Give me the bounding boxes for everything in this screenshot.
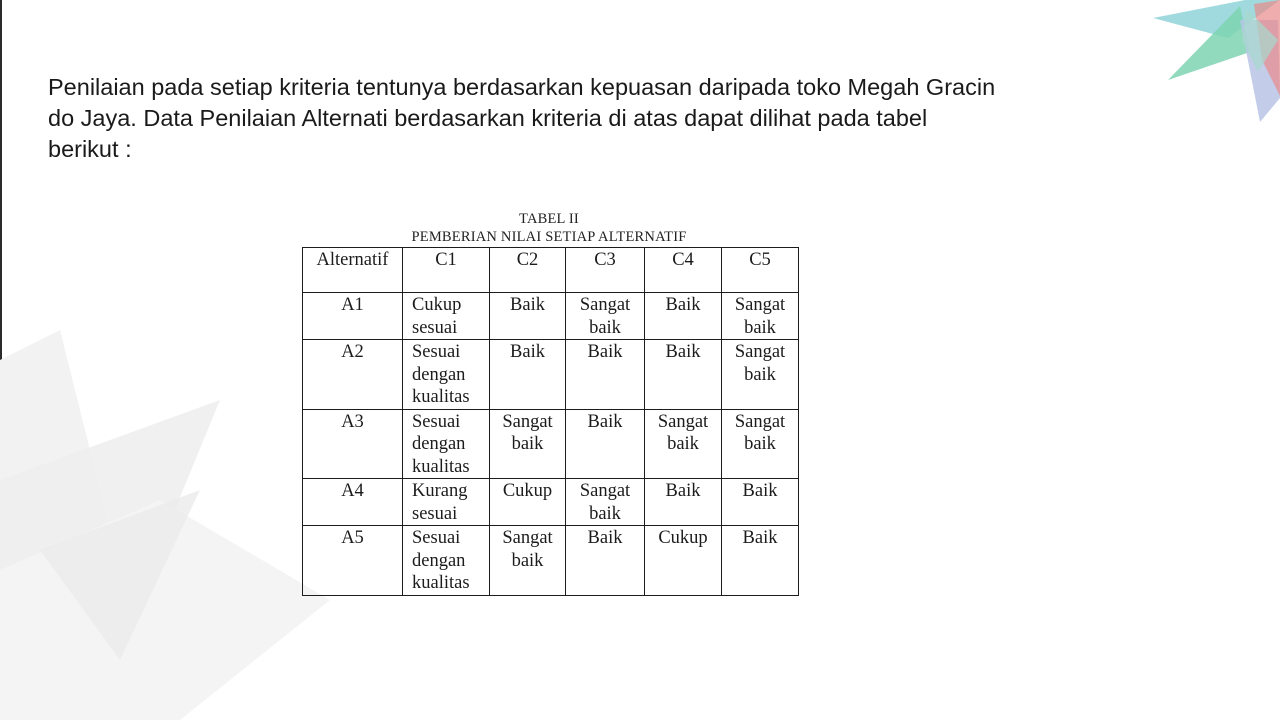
cell-text: Baik — [665, 342, 701, 362]
cell-c1 — [403, 293, 490, 340]
cell-text: Cukup — [658, 528, 708, 548]
cell-c1 — [403, 526, 490, 596]
cell-text: Sangat — [734, 411, 786, 432]
cell-text: Sangat — [734, 295, 786, 315]
table-row — [303, 409, 799, 479]
cell-text: Baik — [742, 481, 778, 501]
header-c1: C1 — [403, 248, 490, 293]
cell-c2 — [490, 409, 566, 479]
table-row — [303, 340, 799, 410]
cell-text: baik — [667, 434, 699, 454]
cell-c4 — [645, 526, 722, 596]
cell-c5 — [722, 526, 799, 596]
cell-text: Baik — [510, 342, 545, 362]
cell-text: Sangat — [734, 342, 786, 362]
cell-c5 — [722, 409, 799, 479]
background-watermark-shapes — [0, 330, 330, 720]
cell-c5 — [722, 293, 799, 340]
cell-c5 — [722, 340, 799, 410]
cell-c5 — [722, 479, 799, 526]
cell-text: baik — [511, 434, 544, 454]
cell-alternative: A2 — [303, 340, 403, 410]
cell-alternative: A5 — [303, 526, 403, 596]
cell-c1 — [403, 479, 490, 526]
cell-text: Sangat — [502, 411, 553, 432]
cell-text: Cukup — [502, 481, 553, 501]
paragraph-line-1: Penilaian pada setiap kriteria tentunya berdasarkan kepuasan daripada toko Megah Gracin — [48, 74, 996, 100]
cell-text: baik — [744, 434, 776, 454]
table-row — [303, 479, 799, 526]
cell-c3 — [566, 526, 645, 596]
header-c5: C5 — [722, 248, 799, 293]
cell-c3 — [566, 479, 645, 526]
cell-text: sesuai — [412, 503, 458, 524]
table-caption-number: TABEL II — [519, 211, 579, 227]
corner-decoration-shapes — [1150, 0, 1280, 122]
cell-text: Baik — [510, 295, 545, 315]
cell-c4 — [645, 293, 722, 340]
cell-c1 — [403, 340, 490, 410]
cell-text: Sangat — [579, 295, 631, 315]
cell-alternative: A1 — [303, 293, 403, 340]
cell-text: Cukup — [412, 295, 462, 315]
assessment-table — [302, 247, 799, 596]
cell-text: Baik — [587, 528, 623, 548]
table-row — [303, 293, 799, 340]
cell-text: sesuai — [412, 317, 458, 338]
table-header-row — [303, 248, 799, 293]
intro-paragraph — [48, 72, 1078, 165]
cell-text: Baik — [587, 342, 623, 362]
cell-text: Baik — [665, 481, 701, 501]
header-c4: C4 — [645, 248, 722, 293]
cell-text: baik — [589, 317, 621, 338]
cell-text: baik — [744, 364, 776, 385]
cell-text: kualitas — [412, 387, 470, 407]
header-c3: C3 — [566, 248, 645, 293]
cell-text: Sangat — [657, 411, 709, 432]
cell-text: dengan — [412, 364, 466, 385]
cell-text: Baik — [742, 528, 778, 548]
cell-text: Kurang — [412, 481, 468, 501]
cell-text: baik — [511, 550, 544, 571]
cell-text: Sesuai — [412, 342, 461, 362]
cell-c3 — [566, 293, 645, 340]
cell-text: kualitas — [412, 456, 470, 477]
cell-alternative: A4 — [303, 479, 403, 526]
cell-c3 — [566, 340, 645, 410]
cell-text: Baik — [665, 295, 701, 315]
cell-c4 — [645, 340, 722, 410]
paragraph-line-2: do Jaya. Data Penilaian Alternati berdasarkan kriteria di atas dapat dilihat pada tabel — [48, 105, 928, 131]
cell-text: dengan — [412, 550, 466, 571]
table-row — [303, 526, 799, 596]
cell-c2 — [490, 526, 566, 596]
cell-text: Sesuai — [412, 411, 461, 432]
cell-text: Sangat — [579, 481, 631, 501]
cell-c2 — [490, 340, 566, 410]
paragraph-line-3: berikut : — [48, 136, 132, 162]
cell-c2 — [490, 479, 566, 526]
cell-text: dengan — [412, 434, 466, 454]
header-alternatif: Alternatif — [303, 248, 403, 293]
cell-text: Sangat — [502, 528, 553, 548]
header-c2: C2 — [490, 248, 566, 293]
cell-c1 — [403, 409, 490, 479]
cell-text: Sesuai — [412, 528, 461, 548]
cell-c4 — [645, 409, 722, 479]
cell-text: Baik — [587, 411, 623, 432]
cell-text: baik — [589, 503, 621, 524]
cell-alternative: A3 — [303, 409, 403, 479]
table-caption-title: PEMBERIAN NILAI SETIAP ALTERNATIF — [411, 229, 687, 245]
cell-c4 — [645, 479, 722, 526]
cell-c3 — [566, 409, 645, 479]
cell-text: baik — [744, 317, 776, 338]
cell-text: kualitas — [412, 573, 470, 593]
cell-c2 — [490, 293, 566, 340]
